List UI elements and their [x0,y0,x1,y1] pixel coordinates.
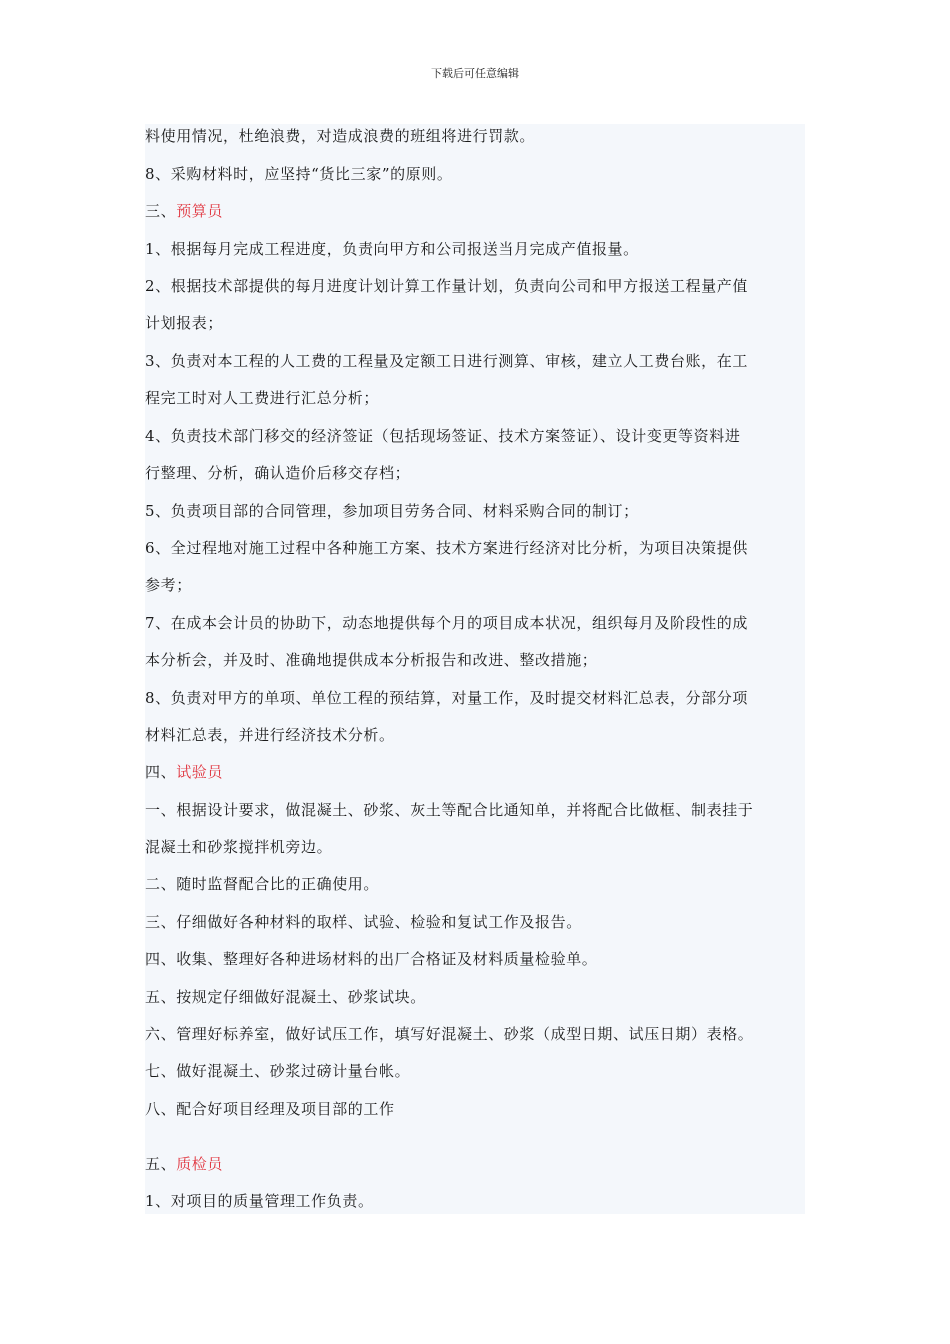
paragraph-line: 参考； [145,576,192,594]
paragraph-line: 混凝土和砂浆搅拌机旁边。 [145,838,333,856]
paragraph-line: 3、负责对本工程的人工费的工程量及定额工日进行测算、审核，建立人工费台账，在工 [145,352,748,370]
paragraph-line: 六、管理好标养室，做好试压工作，填写好混凝土、砂浆（成型日期、试压日期）表格。 [145,1025,754,1043]
paragraph-line: 8、负责对甲方的单项、单位工程的预结算，对量工作，及时提交材料汇总表，分部分项 [145,689,748,707]
paragraph-line: 7、在成本会计员的协助下，动态地提供每个月的项目成本状况，组织每月及阶段性的成 [145,614,748,632]
paragraph-line: 五、按规定仔细做好混凝土、砂浆试块。 [145,988,426,1006]
section-title: 质检员 [176,1155,224,1173]
paragraph-line: 5、负责项目部的合同管理，参加项目劳务合同、材料采购合同的制订； [145,502,639,520]
paragraph-line: 1、对项目的质量管理工作负责。 [145,1192,374,1210]
page-header: 下载后可任意编辑 [431,67,519,80]
section-title: 预算员 [176,202,224,220]
paragraph-line: 八、配合好项目经理及项目部的工作 [145,1100,395,1118]
section-heading-tester [145,761,223,783]
paragraph-line: 二、随时监督配合比的正确使用。 [145,875,380,893]
paragraph-line: 一、根据设计要求，做混凝土、砂浆、灰土等配合比通知单，并将配合比做框、制表挂于 [145,801,754,819]
section-number: 三、 [145,202,177,220]
paragraph-line: 七、做好混凝土、砂浆过磅计量台帐。 [145,1062,411,1080]
paragraph-line: 本分析会，并及时、准确地提供成本分析报告和改进、整改措施； [145,651,598,669]
paragraph-line: 料使用情况，杜绝浪费，对造成浪费的班组将进行罚款。 [145,127,536,145]
document-body [145,124,805,1214]
paragraph-line: 程完工时对人工费进行汇总分析； [145,389,380,407]
section-title: 试验员 [176,763,224,781]
section-number: 四、 [145,763,177,781]
paragraph-line: 2、根据技术部提供的每月进度计划计算工作量计划，负责向公司和甲方报送工程量产值 [145,277,748,295]
paragraph-line: 6、全过程地对施工过程中各种施工方案、技术方案进行经济对比分析，为项目决策提供 [145,539,748,557]
section-heading-budget [145,200,223,222]
paragraph-line: 计划报表； [145,314,224,332]
paragraph-line: 行整理、分析，确认造价后移交存档； [145,464,411,482]
section-number: 五、 [145,1155,177,1173]
paragraph-line: 1、根据每月完成工程进度，负责向甲方和公司报送当月完成产值报量。 [145,240,639,258]
paragraph-line: 8、采购材料时，应坚持“货比三家”的原则。 [145,165,453,183]
section-heading-quality-inspector [145,1153,223,1175]
paragraph-line: 材料汇总表，并进行经济技术分析。 [145,726,395,744]
paragraph-line: 四、收集、整理好各种进场材料的出厂合格证及材料质量检验单。 [145,950,598,968]
paragraph-line: 4、负责技术部门移交的经济签证（包括现场签证、技术方案签证）、设计变更等资料进 [145,427,741,445]
paragraph-line: 三、仔细做好各种材料的取样、试验、检验和复试工作及报告。 [145,913,582,931]
